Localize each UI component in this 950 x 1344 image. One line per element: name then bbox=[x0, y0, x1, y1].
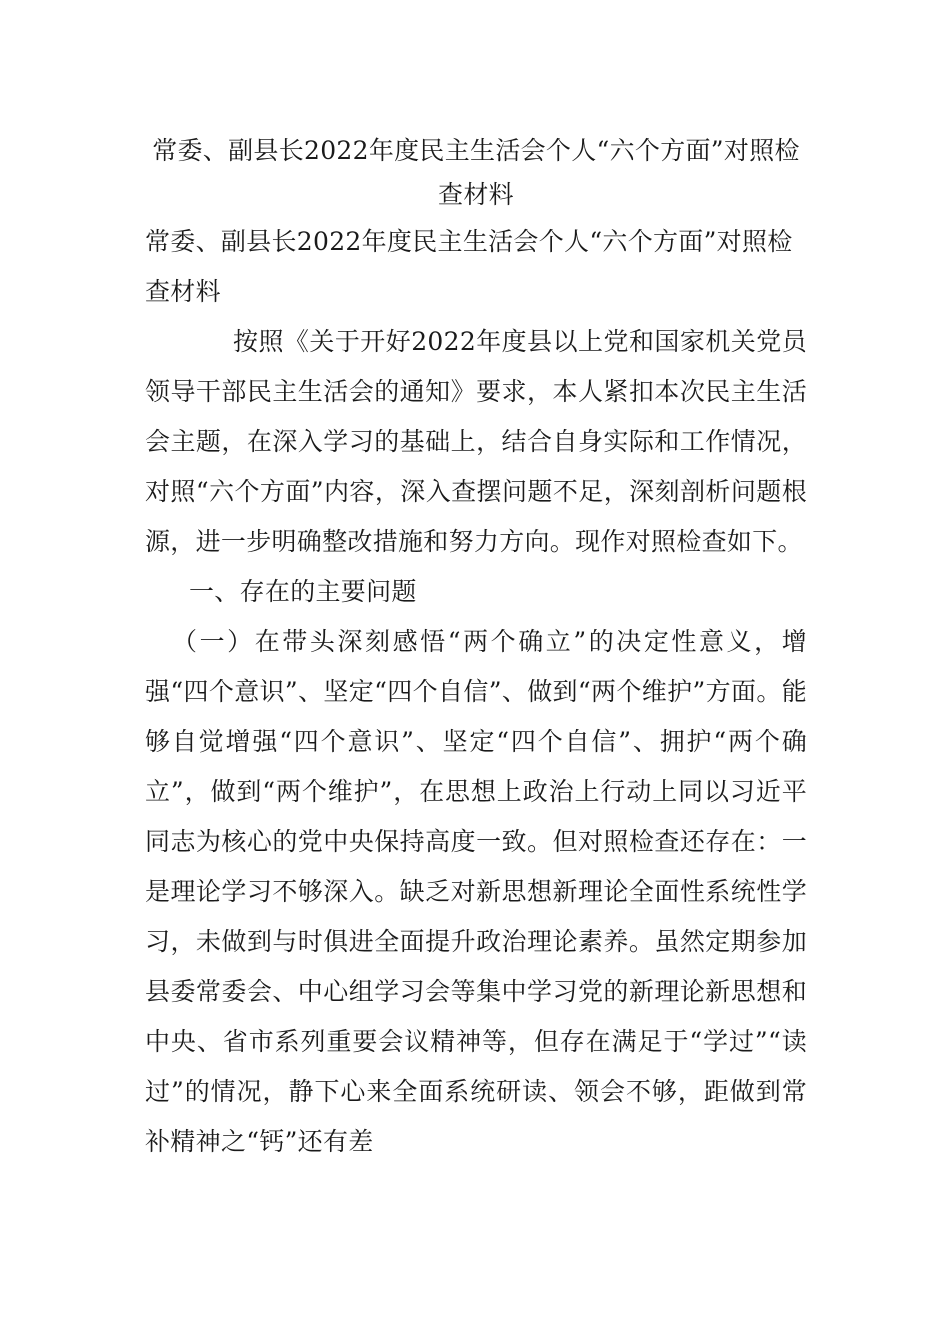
intro-paragraph: 按照《关于开好2022年度县以上党和国家机关党员领导干部民主生活会的通知》要求，本人紧扣本次民主生活会主题，在深入学习的基础上，结合自身实际和工作情况，对照“六个方面”内容，深入查摆问题不足，深刻剖析问题根源，进一步明确整改措施和努力方向。现作对照检查如下。 bbox=[145, 327, 807, 556]
section-heading: 一、存在的主要问题 bbox=[189, 577, 417, 606]
section-paragraph: （一）在带头深刻感悟“两个确立”的决定性意义，增强“四个意识”、坚定“四个自信”、做到“两个维护”方面。能够自觉增强“四个意识”、坚定“四个自信”、拥护“两个确立”，做到“两个维护”，在思想上政治上行动上同以习近平同志为核心的党中央保持高度一致。但对照检查还存在：一是理论学习不够深入。缺乏对新思想新理论全面性系统性学习，未做到与时俱进全面提升政治理论素养。虽然定期参加县委常委会、中心组学习会等集中学习党的新理论新思想和中央、省市系列重要会议精神等，但存在满足于“学过”“读过”的情况，静下心来全面系统研读、领会不够，距做到常补精神之“钙”还有差 bbox=[145, 627, 807, 1156]
document-body bbox=[145, 127, 807, 1167]
document-subtitle: 常委、副县长2022年度民主生活会个人“六个方面”对照检查材料 bbox=[145, 227, 793, 306]
document-title: 常委、副县长2022年度民主生活会个人“六个方面”对照检查材料 bbox=[152, 136, 800, 209]
